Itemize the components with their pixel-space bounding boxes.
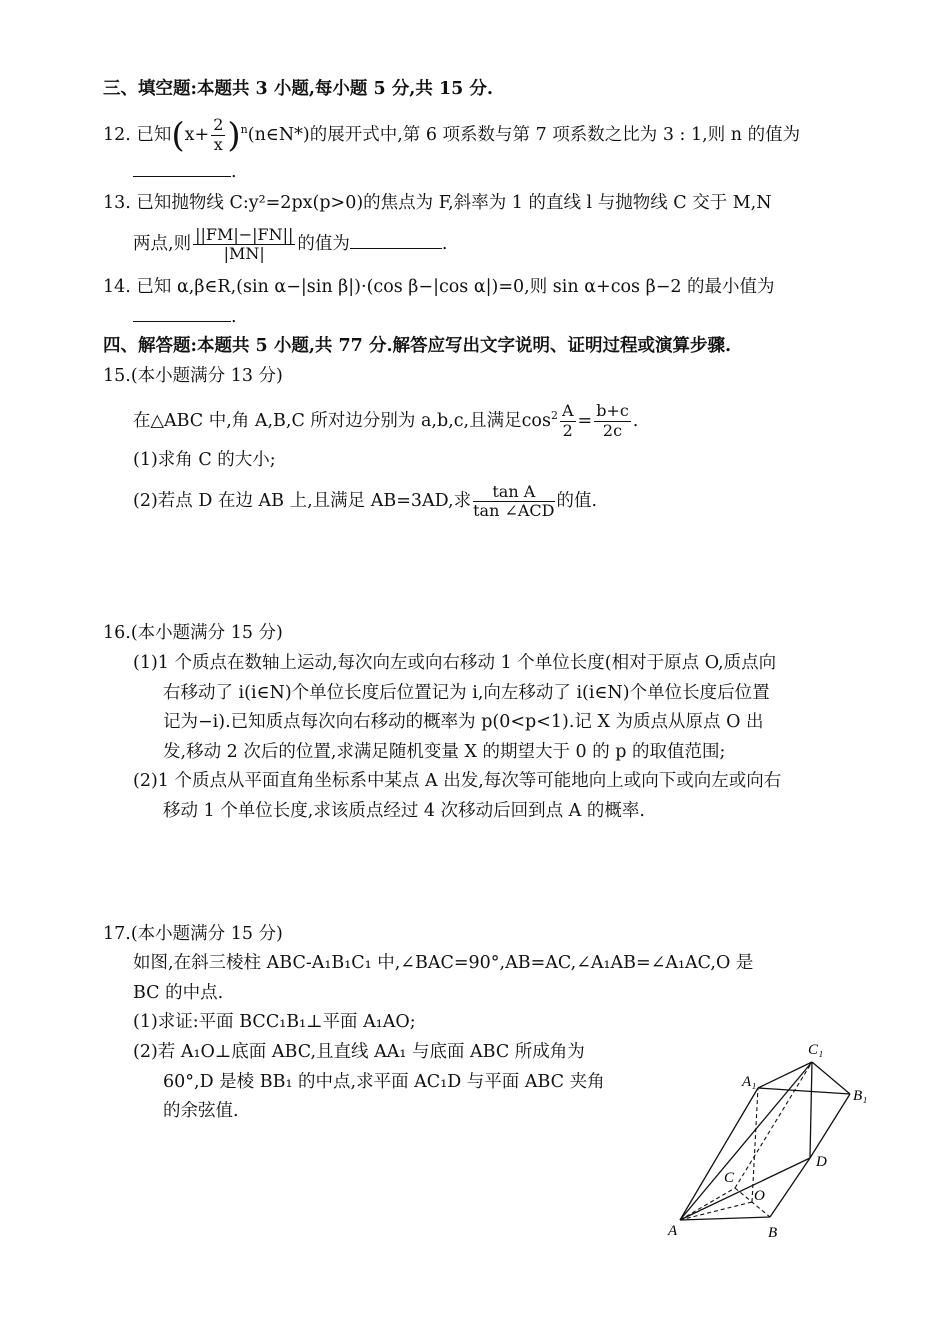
q15-line1: 在△ABC 中,角 A,B,C 所对边分别为 a,b,c,且满足$\cos^2$ $\frac{A}{2}$ = $\frac{b+c}{2c}$ . [133, 401, 639, 440]
q17-p2-line3: 的余弦值. [163, 1101, 239, 1121]
q12-exponent: n [240, 123, 248, 136]
label-O: O [754, 1188, 765, 1204]
q16-title: 16.(本小题满分 15 分) [103, 623, 283, 643]
q17-part1: (1)求证:平面 BCC₁B₁⊥平面 A₁AO; [133, 1012, 416, 1032]
label-A: A [668, 1223, 678, 1239]
edge-AC-hidden [680, 1188, 735, 1220]
q17-line1: 如图,在斜三棱柱 ABC-A₁B₁C₁ 中,∠BAC=90°,AB=AC,∠A₁AB=∠A₁AC,O 是 [133, 953, 754, 973]
q16-p2-line1: (2)1 个质点从平面直角坐标系中某点 A 出发,每次等可能地向上或向下或向左或向右 [133, 771, 782, 791]
edge-C1B1 [812, 1062, 850, 1094]
q16-p1-line2: 右移动了 i(i∈N)个单位长度后位置记为 i,向左移动了 i(i∈N)个单位长度后位置 [163, 683, 770, 703]
edge-C1D [810, 1062, 812, 1158]
section-3-header: 三、填空题:本题共 3 小题,每小题 5 分,共 15 分. [103, 79, 493, 99]
q16-p2-line2: 移动 1 个单位长度,求该质点经过 4 次移动后回到点 A 的概率. [163, 801, 645, 821]
label-B: B [768, 1225, 778, 1241]
q13-fraction: $\frac{||FM|-|FN||}{|MN|}$ [195, 224, 294, 263]
prism-figure [660, 1030, 880, 1250]
question-12: 12. 已知(x+ $\frac{2}{x}$ )$^n$(n∈N*)的展开式中,第 6 项系数与第 7 项系数之比为 3 : 1,则 n 的值为 [103, 115, 801, 156]
q12-prefix: 12. 已知 [103, 124, 172, 145]
q12-rest: (n∈N*)的展开式中,第 6 项系数与第 7 项系数之比为 3 : 1,则 n 的值为 [247, 124, 801, 145]
q12-blank[interactable] [133, 175, 231, 177]
q16-p1-line3: 记为−i).已知质点每次向右移动的概率为 p(0<p<1).记 X 为质点从原点 O 出 [163, 712, 764, 732]
q14-line1: 14. 已知 α,β∈R,(sin α−|sin β|)·(cos β−|cos α|)=0,则 sin α+cos β−2 的最小值为 [103, 277, 775, 297]
q15-part2: (2)若点 D 在边 AB 上,且满足 AB=3AD,求 $\frac{\text{tan A}}{\text{tan ∠ACD}}$ 的值. [133, 481, 598, 520]
edge-A1C1 [758, 1062, 812, 1088]
edge-AD [680, 1158, 810, 1220]
q15-part2-fraction: $\frac{\text{tan A}}{\text{tan ∠ACD}}$ [473, 481, 555, 520]
q13-line1: 13. 已知抛物线 C:y²=2px(p>0)的焦点为 F,斜率为 1 的直线 l 与抛物线 C 交于 M,N [103, 193, 772, 213]
q12-answer-line: . [133, 164, 237, 182]
q17-p2-line1: (2)若 A₁O⊥底面 ABC,且直线 AA₁ 与底面 ABC 所成角为 [133, 1042, 585, 1062]
edge-AA1 [680, 1088, 758, 1220]
q15-fraction-b: $\frac{b+c}{2c}$ [596, 401, 629, 440]
edge-AO-hidden [680, 1202, 752, 1220]
edge-AB [680, 1217, 770, 1220]
label-C: C [724, 1170, 735, 1186]
label-D: D [816, 1154, 827, 1170]
q13-blank[interactable] [350, 247, 442, 249]
q17-title: 17.(本小题满分 15 分) [103, 924, 283, 944]
q13-line2: 两点,则 $\frac{||FM|-|FN||}{|MN|}$ 的值为 . [133, 224, 448, 263]
q16-p1-line1: (1)1 个质点在数轴上运动,每次向左或向右移动 1 个单位长度(相对于原点 O,质点向 [133, 653, 777, 673]
q12-fraction: $\frac{2}{x}$ [213, 115, 224, 154]
q17-line2: BC 的中点. [133, 983, 224, 1003]
label-B1: B₁ [853, 1088, 868, 1104]
q17-p2-line2: 60°,D 是棱 BB₁ 的中点,求平面 AC₁D 与平面 ABC 夹角 [163, 1072, 605, 1092]
q15-fraction-a: $\frac{A}{2}$ [561, 401, 574, 440]
q12-expr: x+ [184, 124, 210, 145]
q16-p1-line4: 发,移动 2 次后的位置,求满足随机变量 X 的期望大于 0 的 p 的取值范围; [163, 742, 726, 762]
q14-blank[interactable] [133, 320, 231, 322]
label-C1: C₁ [808, 1042, 824, 1058]
edge-DB1 [810, 1094, 850, 1158]
label-A1: A₁ [742, 1074, 757, 1090]
q14-answer-line: . [133, 309, 237, 327]
edge-A1B1 [758, 1088, 850, 1094]
q15-title: 15.(本小题满分 13 分) [103, 366, 283, 386]
section-4-header: 四、解答题:本题共 5 小题,共 77 分.解答应写出文字说明、证明过程或演算步骤. [103, 336, 732, 356]
q15-part1: (1)求角 C 的大小; [133, 450, 276, 470]
